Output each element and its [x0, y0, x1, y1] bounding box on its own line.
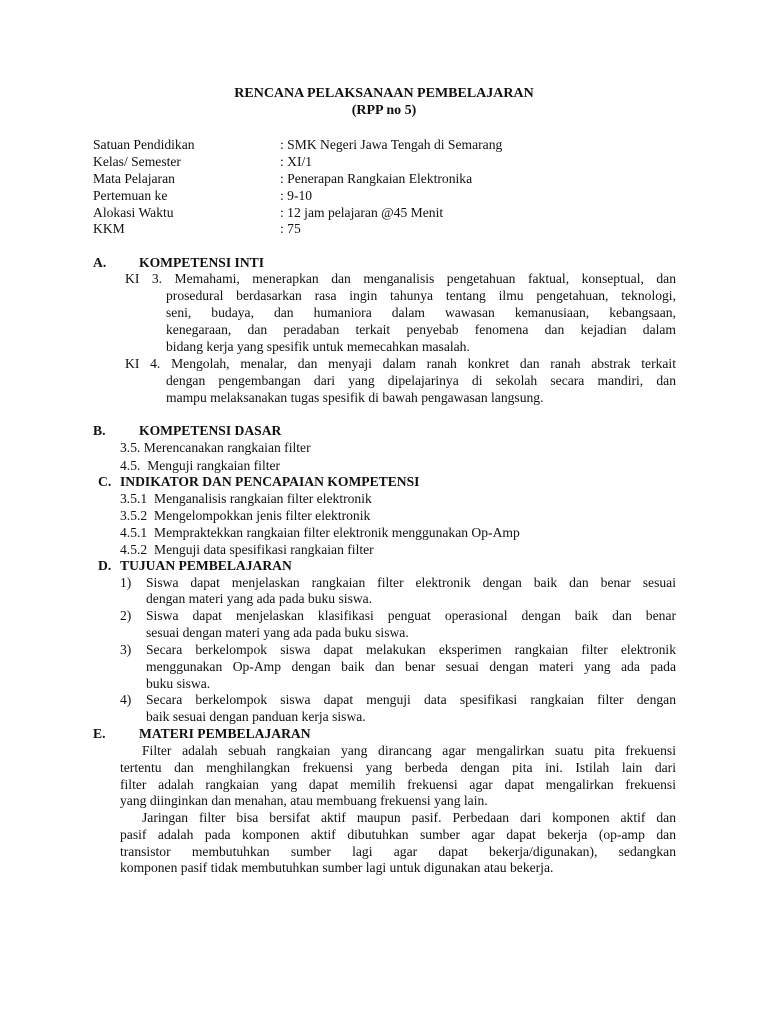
- paragraph-line: pasif adalah pada komponen aktif dibutuhkan sumber agar dapat bekerja (op-amp dan: [120, 827, 676, 842]
- paragraph-line: yang diinginkan dan menahan, atau membuang frekuensi yang lain.: [120, 793, 488, 808]
- identity-label: Alokasi Waktu: [93, 205, 174, 220]
- ki3-line: KI 3. Memahami, menerapkan dan menganalisis pengetahuan faktual, konseptual, dan: [125, 271, 676, 286]
- ki3-line: prosedural berdasarkan rasa ingin tahunya tentang ilmu pengetahuan, teknologi,: [166, 288, 676, 303]
- paragraph-line: tertentu dan menghilangkan frekuensi yang berbeda dengan pita ini. Istilah lain dari: [120, 760, 676, 775]
- objective-line: Siswa dapat menjelaskan klasifikasi penguat operasional dengan baik dan benar: [146, 608, 676, 623]
- identity-label: Kelas/ Semester: [93, 154, 181, 169]
- section-heading-e: [93, 726, 311, 743]
- ki3-line: seni, budaya, dan humaniora dalam wawasan kemanusiaan, kebangsaan,: [166, 305, 676, 320]
- list-item: 4.5.1 Mempraktekkan rangkaian filter elektronik menggunakan Op-Amp: [120, 525, 520, 540]
- section-heading-d: [98, 558, 292, 575]
- section-heading-c: [98, 474, 419, 491]
- list-item: 3.5. Merencanakan rangkaian filter: [120, 440, 311, 455]
- identity-value: : 9-10: [280, 188, 313, 203]
- identity-label: KKM: [93, 221, 125, 236]
- section-heading-a: [93, 255, 264, 272]
- section-title: KOMPETENSI INTI: [139, 255, 265, 270]
- identity-value: : 75: [280, 221, 301, 236]
- identity-label: Pertemuan ke: [93, 188, 168, 203]
- list-item: 3.5.1 Menganalisis rangkaian filter elektronik: [120, 491, 372, 506]
- paragraph-line: komponen pasif tidak membutuhkan sumber lagi untuk digunakan atau bekerja.: [120, 860, 554, 875]
- paragraph-line: Filter adalah sebuah rangkaian yang dirancang agar mengalirkan suatu pita frekuensi: [142, 743, 676, 758]
- section-letter: E.: [93, 726, 106, 741]
- document-subtitle: (RPP no 5): [351, 103, 417, 118]
- objective-line: buku siswa.: [146, 676, 211, 691]
- paragraph-line: Jaringan filter bisa bersifat aktif maupun pasif. Perbedaan dari komponen aktif dan: [142, 810, 676, 825]
- objective-line: baik sesuai dengan panduan kerja siswa.: [146, 709, 366, 724]
- objective-number: 4): [120, 692, 132, 707]
- ki4-line: dengan pengembangan dari yang dipelajarinya di sekolah secara mandiri, dan: [166, 373, 676, 388]
- list-item: 4.5. Menguji rangkaian filter: [120, 458, 281, 473]
- section-letter: A.: [93, 255, 107, 270]
- objective-line: menggunakan Op-Amp dengan baik dan benar sesuai dengan materi yang ada pada: [146, 659, 676, 674]
- ki4-line: KI 4. Mengolah, menalar, dan menyaji dalam ranah konkret dan ranah abstrak terkait: [125, 356, 676, 371]
- objective-line: dengan materi yang ada pada buku siswa.: [146, 591, 373, 606]
- section-title: INDIKATOR DAN PENCAPAIAN KOMPETENSI: [120, 474, 420, 489]
- list-item: 3.5.2 Mengelompokkan jenis filter elektronik: [120, 508, 371, 523]
- paragraph-line: filter adalah rangkaian yang dapat memilih frekuensi agar dapat mengalirkan frekuensi: [120, 777, 676, 792]
- section-title: MATERI PEMBELAJARAN: [139, 726, 311, 741]
- objective-line: Siswa dapat menjelaskan rangkaian filter elektronik dengan baik dan benar sesuai: [146, 575, 676, 590]
- objective-line: Secara berkelompok siswa dapat menguji data spesifikasi rangkaian filter dengan: [146, 692, 676, 707]
- objective-number: 3): [120, 642, 132, 657]
- section-letter: C.: [98, 474, 112, 489]
- identity-label: Satuan Pendidikan: [93, 137, 195, 152]
- section-letter: B.: [93, 423, 106, 438]
- objective-number: 2): [120, 608, 132, 623]
- objective-line: sesuai dengan materi yang ada pada buku siswa.: [146, 625, 409, 640]
- identity-label: Mata Pelajaran: [93, 171, 175, 186]
- section-title: KOMPETENSI DASAR: [139, 423, 282, 438]
- section-heading-b: [93, 423, 281, 440]
- identity-value: : 12 jam pelajaran @45 Menit: [280, 205, 444, 220]
- list-item: 4.5.2 Menguji data spesifikasi rangkaian filter: [120, 542, 374, 557]
- objective-number: 1): [120, 575, 132, 590]
- identity-value: : XI/1: [280, 154, 313, 169]
- paragraph-line: transistor membutuhkan sumber lagi agar dapat bekerja/digunakan), sedangkan: [120, 844, 676, 859]
- ki4-line: mampu melaksanakan tugas spesifik di bawah pengawasan langsung.: [166, 390, 544, 405]
- identity-value: : Penerapan Rangkaian Elektronika: [280, 171, 473, 186]
- ki3-line: kenegaraan, dan peradaban terkait penyebab fenomena dan kejadian dalam: [166, 322, 676, 337]
- identity-value: : SMK Negeri Jawa Tengah di Semarang: [280, 137, 503, 152]
- ki3-line: bidang kerja yang spesifik untuk memecahkan masalah.: [166, 339, 470, 354]
- objective-line: Secara berkelompok siswa dapat melakukan eksperimen rangkaian filter elektronik: [146, 642, 676, 657]
- section-title: TUJUAN PEMBELAJARAN: [120, 558, 292, 573]
- section-letter: D.: [98, 558, 112, 573]
- document-title: RENCANA PELAKSANAAN PEMBELAJARAN: [234, 86, 534, 101]
